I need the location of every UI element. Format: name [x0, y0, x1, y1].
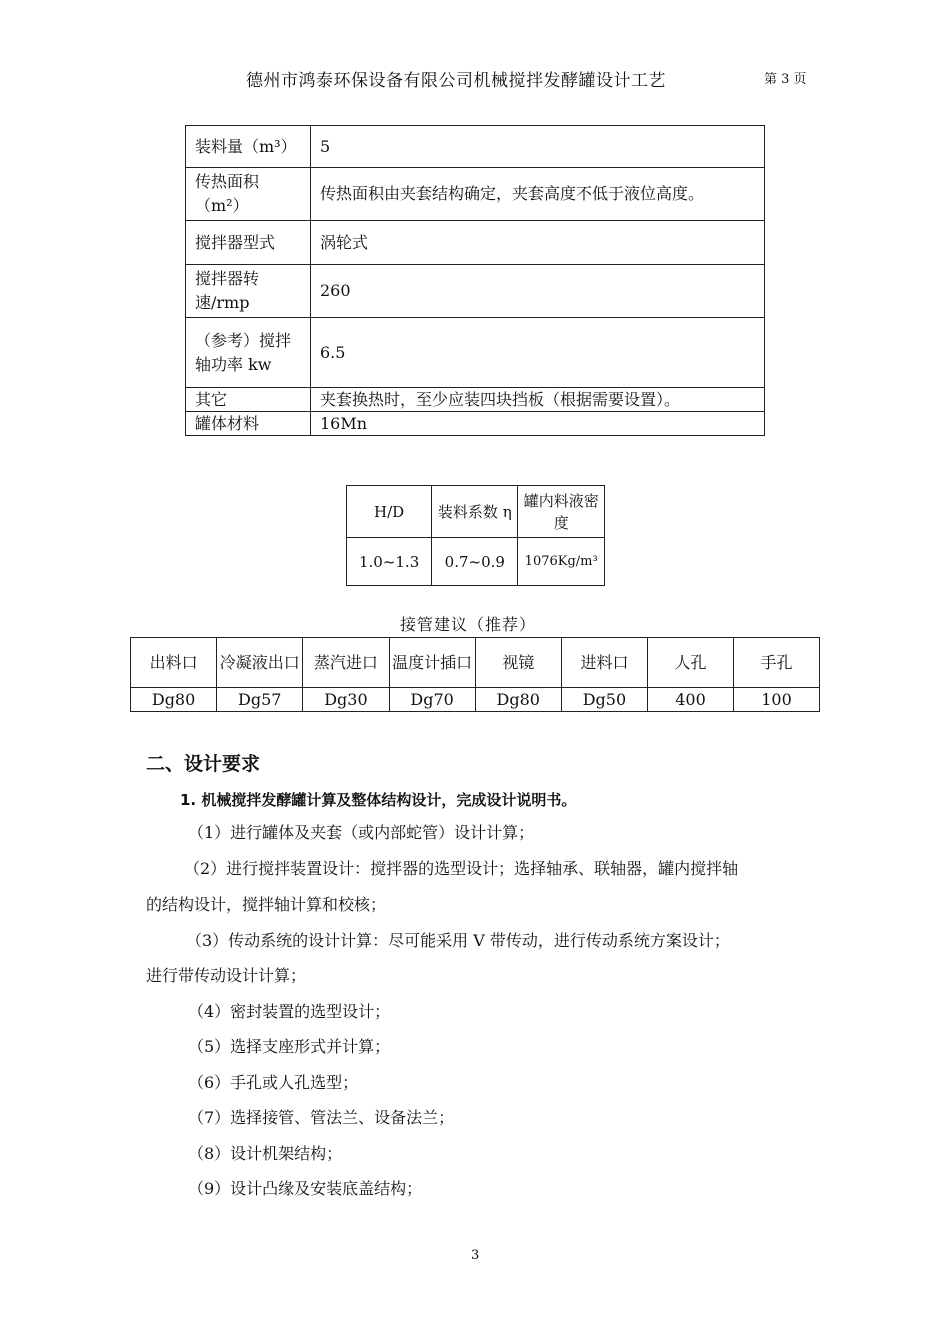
spec-value-cell: 夹套换热时，至少应装四块挡板（根据需要设置）。: [311, 388, 765, 412]
table-row: [186, 168, 765, 221]
pipe-value-cell: Dg80: [131, 688, 217, 712]
table-row: [131, 688, 820, 712]
requirement-item: （6）手孔或人孔选型；: [188, 1073, 359, 1092]
spec-value-cell: 5: [311, 126, 765, 168]
spec-value-cell: 260: [311, 265, 765, 318]
param-value-cell: 1076Kg/m³: [518, 538, 605, 586]
spec-key-cell: 搅拌器型式: [186, 221, 311, 265]
pipe-header-cell: 冷凝液出口: [217, 638, 303, 688]
table-row: [186, 265, 765, 318]
spec-key-cell: （参考）搅拌轴功率 kw: [186, 318, 311, 388]
section-subheading: 1. 机械搅拌发酵罐计算及整体结构设计，完成设计说明书。: [180, 791, 577, 809]
section-heading: 二、设计要求: [146, 753, 261, 775]
requirement-item: （4）密封装置的选型设计；: [188, 1002, 391, 1021]
spec-key-cell: 其它: [186, 388, 311, 412]
table-header-row: [131, 638, 820, 688]
pipe-header-cell: 视镜: [475, 638, 561, 688]
pipe-value-cell: 400: [648, 688, 734, 712]
spec-value-cell: 涡轮式: [311, 221, 765, 265]
param-value-cell: 0.7~0.9: [432, 538, 518, 586]
requirement-item: （3）传动系统的设计计算：尽可能采用 V 带传动，进行传动系统方案设计；: [186, 931, 730, 950]
table-header-row: [347, 486, 605, 538]
table-row: [186, 126, 765, 168]
page-number: 3: [471, 1248, 480, 1263]
pipe-table-caption: 接管建议（推荐）: [400, 615, 537, 634]
pipe-value-cell: Dg57: [217, 688, 303, 712]
pipe-header-cell: 人孔: [648, 638, 734, 688]
spec-table: [185, 125, 765, 436]
table-row: [186, 412, 765, 436]
spec-key-cell: 搅拌器转速/rmp: [186, 265, 311, 318]
pipe-value-cell: Dg50: [561, 688, 647, 712]
requirement-item: （7）选择接管、管法兰、设备法兰；: [188, 1108, 455, 1127]
spec-value-cell: 16Mn: [311, 412, 765, 436]
spec-value-cell: 6.5: [311, 318, 765, 388]
requirement-item: 的结构设计，搅拌轴计算和校核；: [146, 895, 387, 914]
spec-key-cell: 传热面积（m²）: [186, 168, 311, 221]
pipe-value-cell: 100: [733, 688, 819, 712]
table-row: [186, 221, 765, 265]
param-value-cell: 1.0~1.3: [347, 538, 432, 586]
pipe-header-cell: 进料口: [561, 638, 647, 688]
param-header-cell: 罐内料液密度: [518, 486, 605, 538]
pipe-header-cell: 蒸汽进口: [303, 638, 389, 688]
spec-key-cell: 装料量（m³）: [186, 126, 311, 168]
param-header-cell: H/D: [347, 486, 432, 538]
requirement-item: 进行带传动设计计算；: [146, 966, 307, 985]
pipe-value-cell: Dg30: [303, 688, 389, 712]
table-row: [347, 538, 605, 586]
document-header-page: 第 3 页: [764, 72, 807, 87]
spec-key-cell: 罐体材料: [186, 412, 311, 436]
pipe-value-cell: Dg80: [475, 688, 561, 712]
pipe-table: [130, 637, 820, 712]
requirement-item: （9）设计凸缘及安装底盖结构；: [188, 1179, 423, 1198]
param-header-cell: 装料系数 η: [432, 486, 518, 538]
table-row: [186, 388, 765, 412]
requirement-item: （2）进行搅拌装置设计：搅拌器的选型设计；选择轴承、联轴器，罐内搅拌轴: [184, 859, 739, 878]
requirement-item: （5）选择支座形式并计算；: [188, 1037, 391, 1056]
spec-value-cell: 传热面积由夹套结构确定，夹套高度不低于液位高度。: [311, 168, 765, 221]
pipe-header-cell: 温度计插口: [389, 638, 475, 688]
param-table: [346, 485, 605, 586]
table-row: [186, 318, 765, 388]
pipe-value-cell: Dg70: [389, 688, 475, 712]
document-header-title: 德州市鸿泰环保设备有限公司机械搅拌发酵罐设计工艺: [246, 71, 666, 91]
pipe-header-cell: 手孔: [733, 638, 819, 688]
requirement-item: （8）设计机架结构；: [188, 1144, 343, 1163]
requirement-item: （1）进行罐体及夹套（或内部蛇管）设计计算；: [188, 823, 535, 842]
pipe-header-cell: 出料口: [131, 638, 217, 688]
